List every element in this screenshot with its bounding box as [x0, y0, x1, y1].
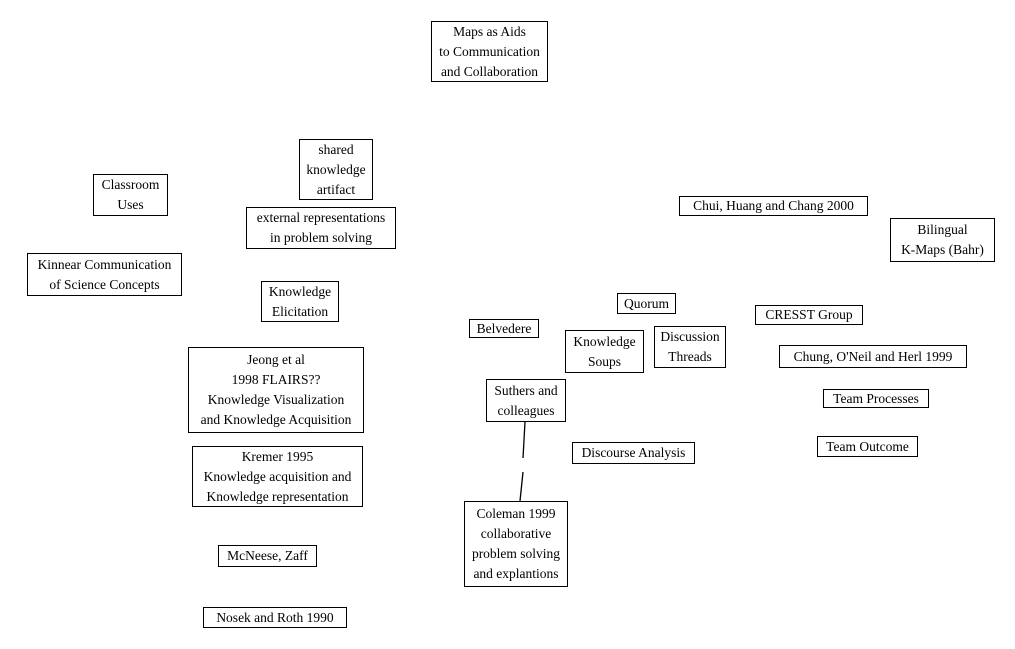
node-label-line: Elicitation: [271, 303, 329, 319]
node-nosek-roth-1990[interactable]: [203, 607, 347, 628]
node-label-line: and Collaboration: [440, 63, 539, 79]
node-label-line: Chui, Huang and Chang 2000: [693, 198, 854, 213]
node-chung-oneil-herl-1999[interactable]: [779, 345, 967, 368]
node-label-line: in problem solving: [270, 230, 372, 245]
node-label-line: problem solving: [471, 546, 561, 561]
node-label-line: Quorum: [624, 295, 669, 311]
node-label-line: Knowledge Visualization: [207, 392, 345, 407]
node-label-line: Classroom: [101, 177, 160, 192]
node-belvedere[interactable]: [469, 319, 539, 338]
node-label-line: Threads: [668, 349, 712, 364]
node-cresst-group[interactable]: [755, 305, 863, 325]
node-team-processes[interactable]: [823, 389, 929, 408]
node-label-line: Knowledge: [268, 283, 332, 299]
node-bilingual-k-maps-bahr[interactable]: [890, 218, 995, 262]
node-label-line: knowledge: [306, 161, 366, 177]
node-label-line: Coleman 1999: [476, 506, 556, 521]
node-label-line: Discourse Analysis: [581, 445, 686, 460]
node-quorum[interactable]: [617, 293, 676, 314]
node-label-line: Nosek and Roth 1990: [216, 609, 334, 625]
node-jeong-1998[interactable]: [188, 347, 364, 433]
node-label-line: and Knowledge Acquisition: [200, 412, 352, 427]
node-label-line: CRESST Group: [765, 307, 853, 322]
node-label-line: and explantions: [473, 566, 559, 581]
node-kremer-1995[interactable]: [192, 446, 363, 507]
node-discussion-threads[interactable]: [654, 326, 726, 368]
node-coleman-1999[interactable]: [464, 501, 568, 587]
node-shared-knowledge-artifact[interactable]: [299, 139, 373, 200]
suthers-coleman-link: [523, 422, 525, 458]
suthers-coleman-link: [520, 472, 523, 501]
node-chui-huang-chang-2000[interactable]: [679, 196, 868, 216]
node-label-line: Team Processes: [833, 390, 919, 406]
node-label-line: Knowledge acquisition and: [203, 468, 352, 484]
node-label-line: Belvedere: [476, 320, 532, 336]
node-label-line: K-Maps (Bahr): [901, 242, 984, 257]
node-maps-as-aids[interactable]: [431, 21, 548, 82]
node-label-line: Bilingual: [917, 222, 968, 237]
node-label-line: to Communication: [439, 43, 540, 59]
node-mcneese-zaff[interactable]: [218, 545, 317, 567]
node-label-line: external representations: [256, 210, 386, 225]
node-label-line: collaborative: [480, 526, 552, 541]
node-knowledge-elicitation[interactable]: [261, 281, 339, 322]
node-team-outcome[interactable]: [817, 436, 918, 457]
node-label-line: Team Outcome: [826, 438, 909, 454]
node-suthers-and-colleagues[interactable]: [486, 379, 566, 422]
node-label-line: Kinnear Communication: [37, 256, 172, 272]
node-label-line: shared: [318, 141, 354, 157]
node-label-line: colleagues: [497, 402, 555, 418]
node-knowledge-soups[interactable]: [565, 330, 644, 373]
node-classroom-uses[interactable]: [93, 174, 168, 216]
node-label-line: Suthers and: [494, 382, 558, 398]
node-label-line: Maps as Aids: [453, 23, 526, 39]
node-external-representations[interactable]: [246, 207, 396, 249]
node-label-line: artifact: [316, 181, 356, 197]
node-label-line: Kremer 1995: [241, 448, 314, 464]
node-label-line: Jeong et al: [247, 352, 305, 367]
node-label-line: Uses: [117, 197, 144, 212]
node-label-line: Knowledge representation: [206, 488, 349, 504]
node-label-line: Soups: [587, 353, 621, 369]
node-label-line: Discussion: [660, 329, 720, 344]
node-kinnear-communication[interactable]: [27, 253, 182, 296]
node-label-line: McNeese, Zaff: [227, 548, 308, 563]
node-label-line: Chung, O'Neil and Herl 1999: [793, 348, 953, 364]
node-label-line: of Science Concepts: [49, 276, 160, 292]
node-label-line: Knowledge: [573, 333, 636, 349]
node-label-line: 1998 FLAIRS??: [231, 372, 321, 387]
node-discourse-analysis[interactable]: [572, 442, 695, 464]
